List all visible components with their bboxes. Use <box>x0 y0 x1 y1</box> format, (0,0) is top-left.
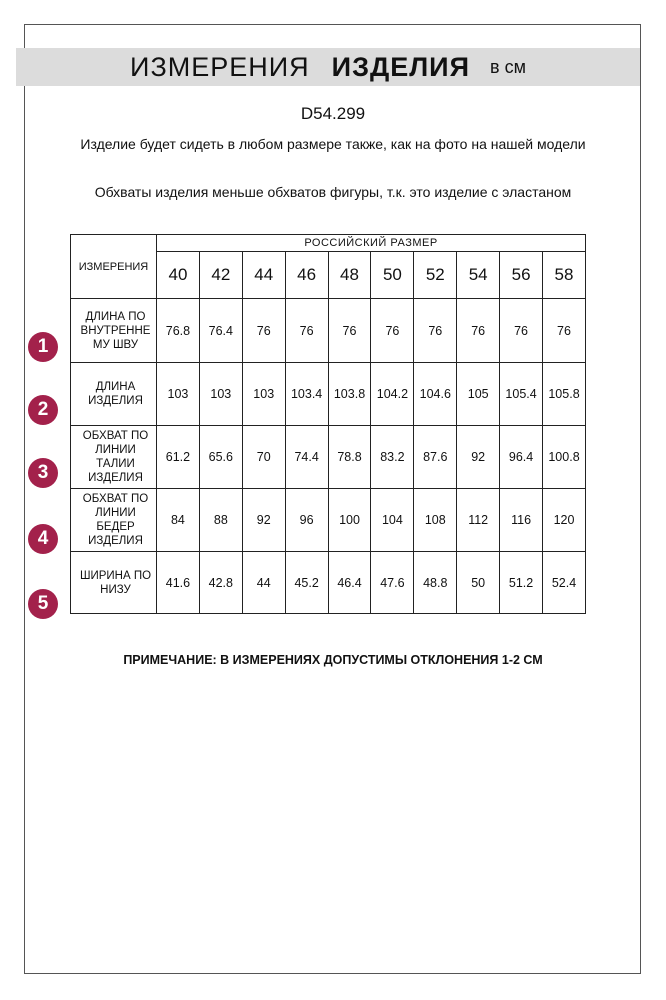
row-number-badge: 1 <box>28 332 58 362</box>
table-cell: 76 <box>242 299 285 363</box>
size-header: 56 <box>500 252 543 299</box>
size-header: 40 <box>157 252 200 299</box>
table-cell: 120 <box>543 489 586 552</box>
table-cell: 42.8 <box>199 552 242 614</box>
table-cell: 76 <box>543 299 586 363</box>
table-cell: 70 <box>242 426 285 489</box>
table-cell: 50 <box>457 552 500 614</box>
table-cell: 76 <box>414 299 457 363</box>
row-number-badge: 3 <box>28 458 58 488</box>
table-cell: 116 <box>500 489 543 552</box>
row-number-badge: 2 <box>28 395 58 425</box>
table-cell: 61.2 <box>157 426 200 489</box>
table-cell: 45.2 <box>285 552 328 614</box>
row-label: ДЛИНА ПО ВНУТРЕННЕ МУ ШВУ <box>71 299 157 363</box>
table-cell: 76 <box>285 299 328 363</box>
table-cell: 105.8 <box>543 363 586 426</box>
table-cell: 51.2 <box>500 552 543 614</box>
size-header: 50 <box>371 252 414 299</box>
table-cell: 74.4 <box>285 426 328 489</box>
row-label: ОБХВАТ ПО ЛИНИИ ТАЛИИ ИЗДЕЛИЯ <box>71 426 157 489</box>
fit-note: Изделие будет сидеть в любом размере также, как на фото на нашей модели <box>80 136 586 152</box>
row-label: ДЛИНА ИЗДЕЛИЯ <box>71 363 157 426</box>
size-header: 46 <box>285 252 328 299</box>
tolerance-note: ПРИМЕЧАНИЕ: В ИЗМЕРЕНИЯХ ДОПУСТИМЫ ОТКЛОНЕНИЯ 1-2 СМ <box>123 653 543 667</box>
table-cell: 46.4 <box>328 552 371 614</box>
table-row <box>71 489 586 552</box>
table-cell: 76 <box>457 299 500 363</box>
table-cell: 108 <box>414 489 457 552</box>
table-row <box>71 426 586 489</box>
row-number-badge: 5 <box>28 589 58 619</box>
measurements-header: ИЗМЕРЕНИЯ <box>71 235 157 299</box>
row-number-badge: 4 <box>28 524 58 554</box>
row-label: ШИРИНА ПО НИЗУ <box>71 552 157 614</box>
table-cell: 103 <box>242 363 285 426</box>
table-cell: 84 <box>157 489 200 552</box>
size-group-header: РОССИЙСКИЙ РАЗМЕР <box>157 235 586 252</box>
table-cell: 88 <box>199 489 242 552</box>
table-cell: 92 <box>242 489 285 552</box>
size-header: 44 <box>242 252 285 299</box>
table-cell: 104.6 <box>414 363 457 426</box>
table-row <box>71 299 586 363</box>
table-cell: 78.8 <box>328 426 371 489</box>
table-cell: 100.8 <box>543 426 586 489</box>
title-product: ИЗДЕЛИЯ <box>331 51 470 82</box>
table-cell: 105 <box>457 363 500 426</box>
table-cell: 103 <box>199 363 242 426</box>
size-header: 52 <box>414 252 457 299</box>
size-table <box>70 234 586 614</box>
table-cell: 76.8 <box>157 299 200 363</box>
table-cell: 76.4 <box>199 299 242 363</box>
table-cell: 103.8 <box>328 363 371 426</box>
table-cell: 104 <box>371 489 414 552</box>
table-cell: 76 <box>500 299 543 363</box>
table-cell: 96 <box>285 489 328 552</box>
table-cell: 92 <box>457 426 500 489</box>
table-cell: 96.4 <box>500 426 543 489</box>
row-label: ОБХВАТ ПО ЛИНИИ БЕДЕР ИЗДЕЛИЯ <box>71 489 157 552</box>
size-header: 42 <box>199 252 242 299</box>
table-row <box>71 363 586 426</box>
table-cell: 103.4 <box>285 363 328 426</box>
table-cell: 76 <box>371 299 414 363</box>
title-measurements: ИЗМЕРЕНИЯ <box>130 51 310 82</box>
table-cell: 103 <box>157 363 200 426</box>
table-cell: 48.8 <box>414 552 457 614</box>
table-cell: 44 <box>242 552 285 614</box>
size-header: 48 <box>328 252 371 299</box>
table-cell: 76 <box>328 299 371 363</box>
table-cell: 65.6 <box>199 426 242 489</box>
title-units: в см <box>490 56 526 77</box>
table-row <box>71 552 586 614</box>
table-cell: 52.4 <box>543 552 586 614</box>
size-header: 58 <box>543 252 586 299</box>
table-cell: 41.6 <box>157 552 200 614</box>
product-code: D54.299 <box>300 104 366 123</box>
size-header: 54 <box>457 252 500 299</box>
table-cell: 47.6 <box>371 552 414 614</box>
title-bar <box>16 48 640 86</box>
table-cell: 87.6 <box>414 426 457 489</box>
table-cell: 100 <box>328 489 371 552</box>
table-cell: 105.4 <box>500 363 543 426</box>
table-cell: 104.2 <box>371 363 414 426</box>
table-cell: 112 <box>457 489 500 552</box>
table-cell: 83.2 <box>371 426 414 489</box>
elastane-note: Обхваты изделия меньше обхватов фигуры, т.к. это изделие с эластаном <box>94 184 572 200</box>
